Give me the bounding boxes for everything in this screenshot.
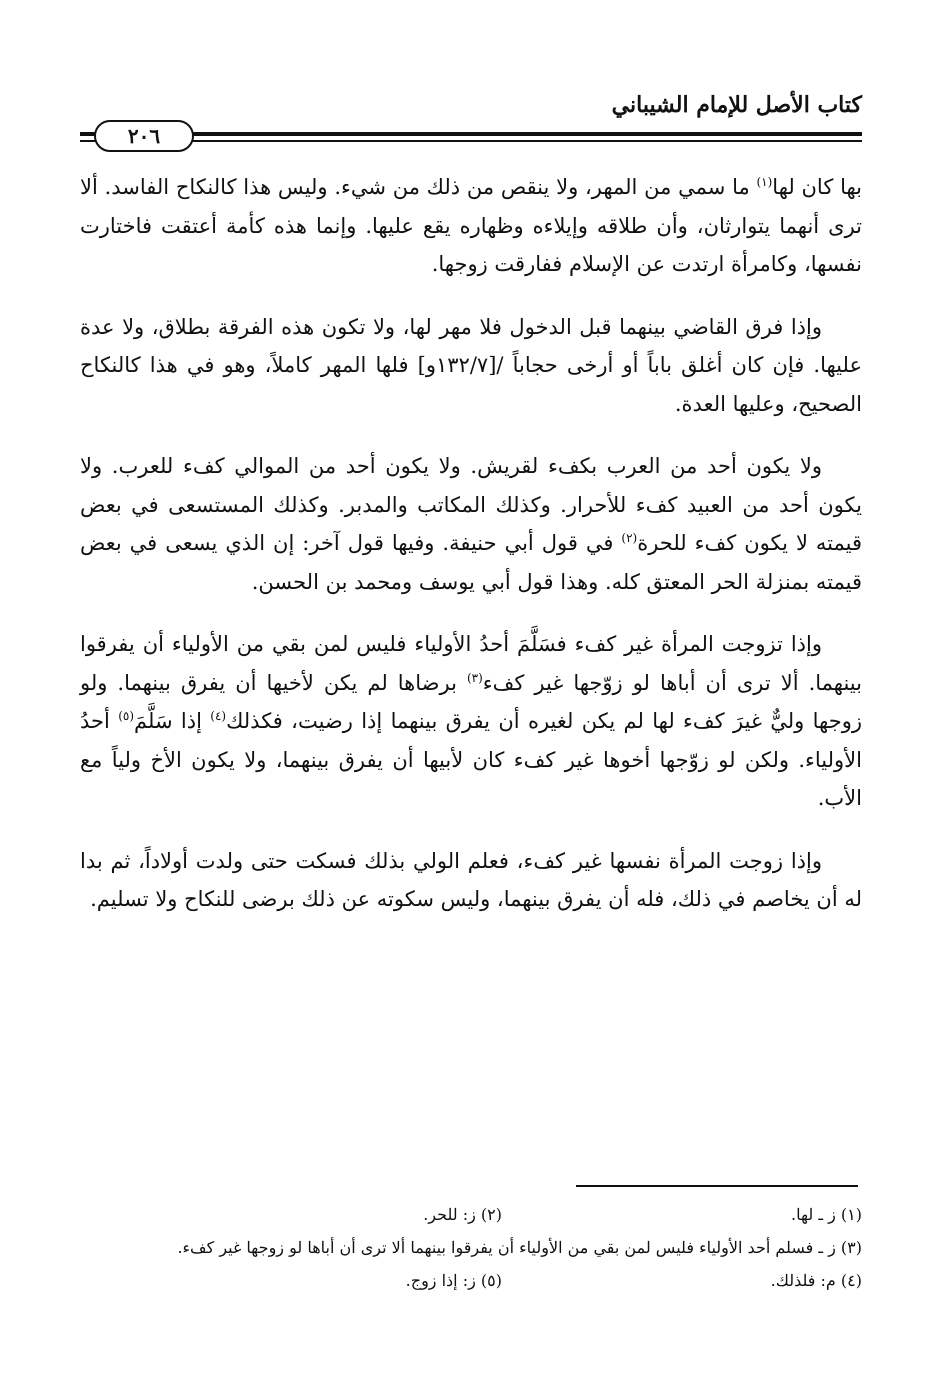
footnote-2: (٢) ز: للحر. xyxy=(423,1205,502,1224)
paragraph-1-text-b: ما سمي من المهر، ولا ينقص من ذلك من شيء. وليس هذا كالنكاح الفاسد. ألا ترى أنهما يتوارثان، وأن طلاقه وإيلاءه وظهاره يقع عليها. وإنما هذه كأمة أعتقت فاختارت نفسها، وكامرأة ارتدت عن الإسلام ففارقت زوجها. xyxy=(80,175,862,276)
footnote-separator xyxy=(576,1185,858,1187)
footnote-5: (٥) ز: إذا زوج. xyxy=(405,1271,502,1290)
footnote-ref-5: (٥) xyxy=(118,709,135,723)
header-rule-thin xyxy=(80,140,862,142)
footnote-row-3 xyxy=(80,1264,862,1297)
footnote-ref-4: (٤) xyxy=(210,709,227,723)
footnote-3: (٣) ز ـ فسلم أحد الأولياء فليس لمن بقي من الأولياء أن يفرقوا بينهما ألا ترى أن أباها لو زوجها غير كفء. xyxy=(177,1238,862,1257)
paragraph-1-text-a: بها كان لها xyxy=(772,175,862,199)
footnotes xyxy=(80,1198,862,1297)
footnote-ref-2: (٢) xyxy=(621,531,638,545)
header-rule-thick xyxy=(80,132,862,136)
footnote-ref-1: (١) xyxy=(756,175,773,189)
paragraph-5: وإذا زوجت المرأة نفسها غير كفء، فعلم الولي بذلك فسكت حتى ولدت أولاداً، ثم بدا له أن يخاصم في ذلك، فله أن يفرق بينهما، وليس سكوته عن ذلك برضى للنكاح ولا تسليم. xyxy=(80,848,862,911)
paragraph-3-text-b: في قول أبي حنيفة. وفيها قول آخر: إن الذي يسعى في بعض قيمته بمنزلة الحر المعتق كله. وهذا قول أبي يوسف ومحمد بن الحسن. xyxy=(80,531,862,594)
paragraph-2: وإذا فرق القاضي بينهما قبل الدخول فلا مهر لها، ولا تكون هذه الفرقة بطلاق، ولا عدة عليها. فإن كان أغلق باباً أو أرخى حجاباً /[١٣٢/٧و] فلها المهر كاملاً، وهو في هذا كالنكاح الصحيح، وعليها العدة. xyxy=(80,314,862,416)
paragraph-1 xyxy=(80,168,862,284)
book-title: كتاب الأصل للإمام الشيباني xyxy=(611,92,862,118)
paragraph-4-text-c: إذا سَلَّمَ xyxy=(134,709,211,733)
footnote-ref-3: (٣) xyxy=(466,670,483,685)
paragraph-3-text-a: ولا يكون أحد من العرب بكفء لقريش. ولا يكون أحد من الموالي كفء للعرب. ولا يكون أحد من العبيد كفء للأحرار. وكذلك المكاتب والمدبر. وكذلك المستسعى في بعض قيمته لا يكون كفء للحرة xyxy=(80,454,862,555)
paragraph-4-text-b: برضاها لم يكن لأخيها أن يفرق بينهما. ولو زوجها وليٌّ غيرَ كفء لها لم يكن لغيره أن يفرق بينهما إذا رضيت، فكذلك xyxy=(80,670,862,733)
paragraph-3 xyxy=(80,447,862,601)
main-text xyxy=(80,168,862,943)
footnote-4: (٤) م: فلذلك. xyxy=(770,1271,862,1290)
paragraph-4 xyxy=(80,625,862,818)
paragraph-4-text-a: وإذا تزوجت المرأة غير كفء فسَلَّمَ أحدُ الأولياء فليس لمن بقي من الأولياء أن يفرقوا بينهما. ألا ترى أن أباها لو زوّجها غير كفء xyxy=(80,632,862,695)
paragraph-4-text-d: أحدُ الأولياء. ولكن لو زوّجها أخوها غير كفء كان لأبيها أن يفرق بينهما، ولا يكون الأخ ولياً مع الأب. xyxy=(80,709,862,810)
page-number: ٢٠٦ xyxy=(94,120,194,152)
page-header xyxy=(80,92,862,152)
footnote-1: (١) ز ـ لها. xyxy=(791,1205,862,1224)
footnote-row-1 xyxy=(80,1198,862,1231)
